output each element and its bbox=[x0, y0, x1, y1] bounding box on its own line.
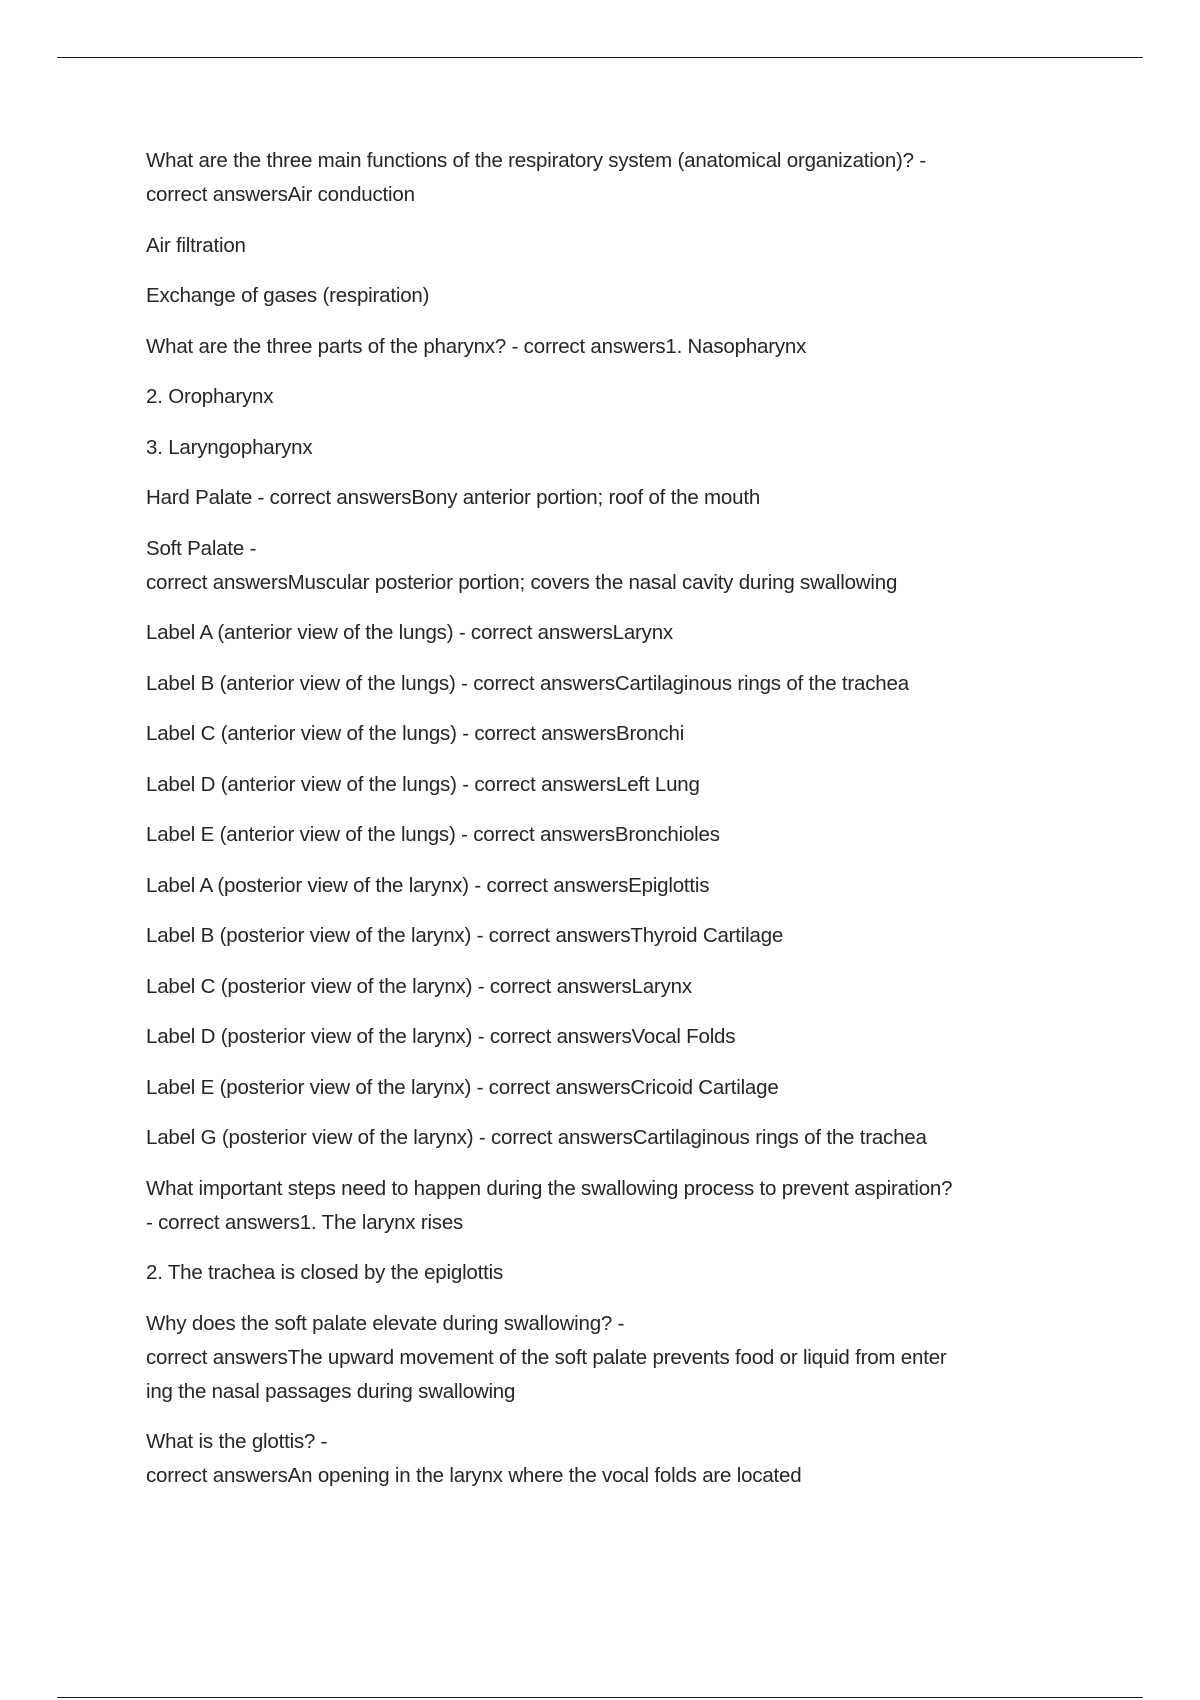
paragraph: What are the three main functions of the respiratory system (anatomical organization)? - correct answersAir conduction bbox=[146, 149, 926, 206]
paragraph: Label C (posterior view of the larynx) - correct answersLarynx bbox=[146, 974, 692, 998]
paragraph: What are the three parts of the pharynx? - correct answers1. Nasopharynx bbox=[146, 334, 807, 358]
paragraph: Soft Palate - correct answersMuscular posterior portion; covers the nasal cavity during swallowing bbox=[146, 536, 898, 594]
paragraph: Label D (posterior view of the larynx) - correct answersVocal Folds bbox=[146, 1025, 736, 1048]
top-rule bbox=[57, 57, 1143, 58]
paragraph: 2. The trachea is closed by the epiglottis bbox=[146, 1261, 504, 1284]
paragraph: Label E (posterior view of the larynx) - correct answersCricoid Cartilage bbox=[146, 1075, 779, 1099]
paragraph: Air filtration bbox=[146, 233, 246, 257]
paragraph: Label E (anterior view of the lungs) - correct answersBronchioles bbox=[146, 823, 720, 846]
paragraph: Label G (posterior view of the larynx) - correct answersCartilaginous rings of the trachea bbox=[146, 1126, 927, 1149]
paragraph: What important steps need to happen during the swallowing process to prevent aspiration? - correct answers1. The larynx rises bbox=[146, 1176, 953, 1234]
paragraph: What is the glottis? - correct answersAn opening in the larynx where the vocal folds are located bbox=[146, 1430, 802, 1487]
paragraph: Label B (anterior view of the lungs) - correct answersCartilaginous rings of the trachea bbox=[146, 671, 909, 695]
paragraph: Exchange of gases (respiration) bbox=[146, 284, 430, 307]
paragraph: 3. Laryngopharynx bbox=[146, 435, 313, 459]
paragraph: Label A (posterior view of the larynx) - correct answersEpiglottis bbox=[146, 873, 710, 897]
paragraph: Label A (anterior view of the lungs) - correct answersLarynx bbox=[146, 621, 673, 644]
paragraph: Label B (posterior view of the larynx) - correct answersThyroid Cartilage bbox=[146, 924, 784, 947]
paragraph: 2. Oropharynx bbox=[146, 385, 274, 408]
paragraph: Hard Palate - correct answersBony anterior portion; roof of the mouth bbox=[146, 486, 761, 509]
paragraph: Label C (anterior view of the lungs) - correct answersBronchi bbox=[146, 722, 685, 745]
document-body bbox=[146, 144, 1076, 1510]
bottom-rule bbox=[57, 1697, 1143, 1698]
paragraph: Why does the soft palate elevate during swallowing? - correct answersThe upward movement of the soft palate prevents food or liquid from enter ing the nasal passages during swallowing bbox=[146, 1311, 947, 1403]
paragraph: Label D (anterior view of the lungs) - correct answersLeft Lung bbox=[146, 772, 700, 796]
